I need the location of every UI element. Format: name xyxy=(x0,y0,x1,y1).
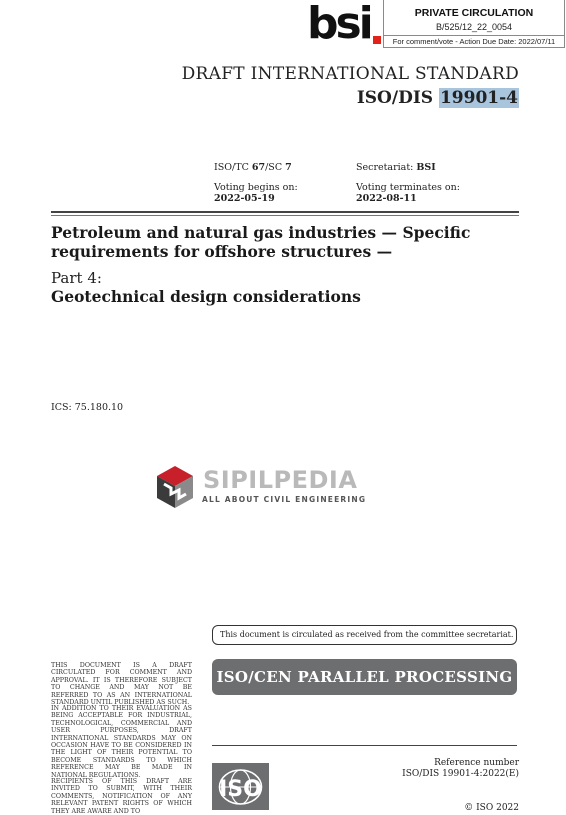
private-circulation-box xyxy=(383,0,565,48)
sipilpedia-watermark xyxy=(155,464,367,512)
disclaimer-paragraph-2: IN ADDITION TO THEIR EVALUATION AS BEING ACCEPTABLE FOR INDUSTRIAL, TECHNOLOGICAL, COMMERCIAL AND USER PURPOSES, DRAFT INTERNATIONAL STANDARDS MAY ON OCCASION HAVE TO BE CONSIDERED IN THE LIGHT OF THEIR POTENTIAL TO BECOME STANDARDS TO WHICH REFERENCE MAY BE MADE IN NATIONAL REGULATIONS. xyxy=(51,705,192,779)
footer-divider xyxy=(212,745,517,746)
copyright: © ISO 2022 xyxy=(464,803,519,813)
circulation-reference: B/525/12_22_0054 xyxy=(435,22,513,32)
disclaimer-paragraph-3: RECIPIENTS OF THIS DRAFT ARE INVITED TO SUBMIT, WITH THEIR COMMENTS, NOTIFICATION OF ANY RELEVANT PATENT RIGHTS OF WHICH THEY ARE AWARE AND TO xyxy=(51,778,192,815)
voting-terminates-date: 2022-08-11 xyxy=(356,193,417,204)
parallel-processing-banner: ISO/CEN PARALLEL PROCESSING xyxy=(212,659,517,695)
circulation-title: PRIVATE CIRCULATION xyxy=(414,7,534,19)
main-title: Petroleum and natural gas industries — Specific requirements for offshore structures — xyxy=(51,223,471,261)
title-divider-thick xyxy=(51,211,519,213)
watermark-name: SIPILPEDIA xyxy=(203,466,358,494)
circulation-notice: This document is circulated as received from the committee secretariat. xyxy=(212,625,517,645)
voting-terminates xyxy=(356,182,460,204)
title-divider-thin xyxy=(51,215,519,216)
watermark-tagline: ALL ABOUT CIVIL ENGINEERING xyxy=(202,495,367,504)
iso-logo-text: ISO xyxy=(219,777,262,802)
document-number-highlight: 19901-4 xyxy=(439,88,518,108)
voting-terminates-label: Voting terminates on: xyxy=(356,182,460,193)
circulation-due-date: For comment/vote - Action Due Date: 2022/07/11 xyxy=(384,35,564,47)
voting-begins-label: Voting begins on: xyxy=(214,182,298,193)
document-number xyxy=(357,88,519,108)
iso-logo xyxy=(212,763,269,810)
part-number: Part 4: xyxy=(51,269,102,287)
ics-code: ICS: 75.180.10 xyxy=(51,402,124,413)
disclaimer-paragraph-1: THIS DOCUMENT IS A DRAFT CIRCULATED FOR COMMENT AND APPROVAL. IT IS THEREFORE SUBJECT TO CHANGE AND MAY NOT BE REFERRED TO AS AN INTERNATIONAL STANDARD UNTIL PUBLISHED AS SUCH. xyxy=(51,662,192,707)
bsi-logo-dot xyxy=(373,36,381,44)
secretariat-line: Secretariat: BSI xyxy=(356,162,436,173)
sipilpedia-cube-icon xyxy=(155,464,195,510)
committee-line: ISO/TC 67/SC 7 xyxy=(214,162,292,173)
bsi-logo-text: bsi xyxy=(307,0,371,49)
reference-number-label: Reference number xyxy=(434,758,519,768)
reference-number-value: ISO/DIS 19901-4:2022(E) xyxy=(402,769,519,779)
voting-begins-date: 2022-05-19 xyxy=(214,193,275,204)
draft-standard-label: DRAFT INTERNATIONAL STANDARD xyxy=(181,64,519,84)
document-number-prefix: ISO/DIS xyxy=(356,88,434,108)
part-title: Geotechnical design considerations xyxy=(51,287,361,306)
bsi-logo xyxy=(307,0,381,48)
voting-begins xyxy=(214,182,298,204)
